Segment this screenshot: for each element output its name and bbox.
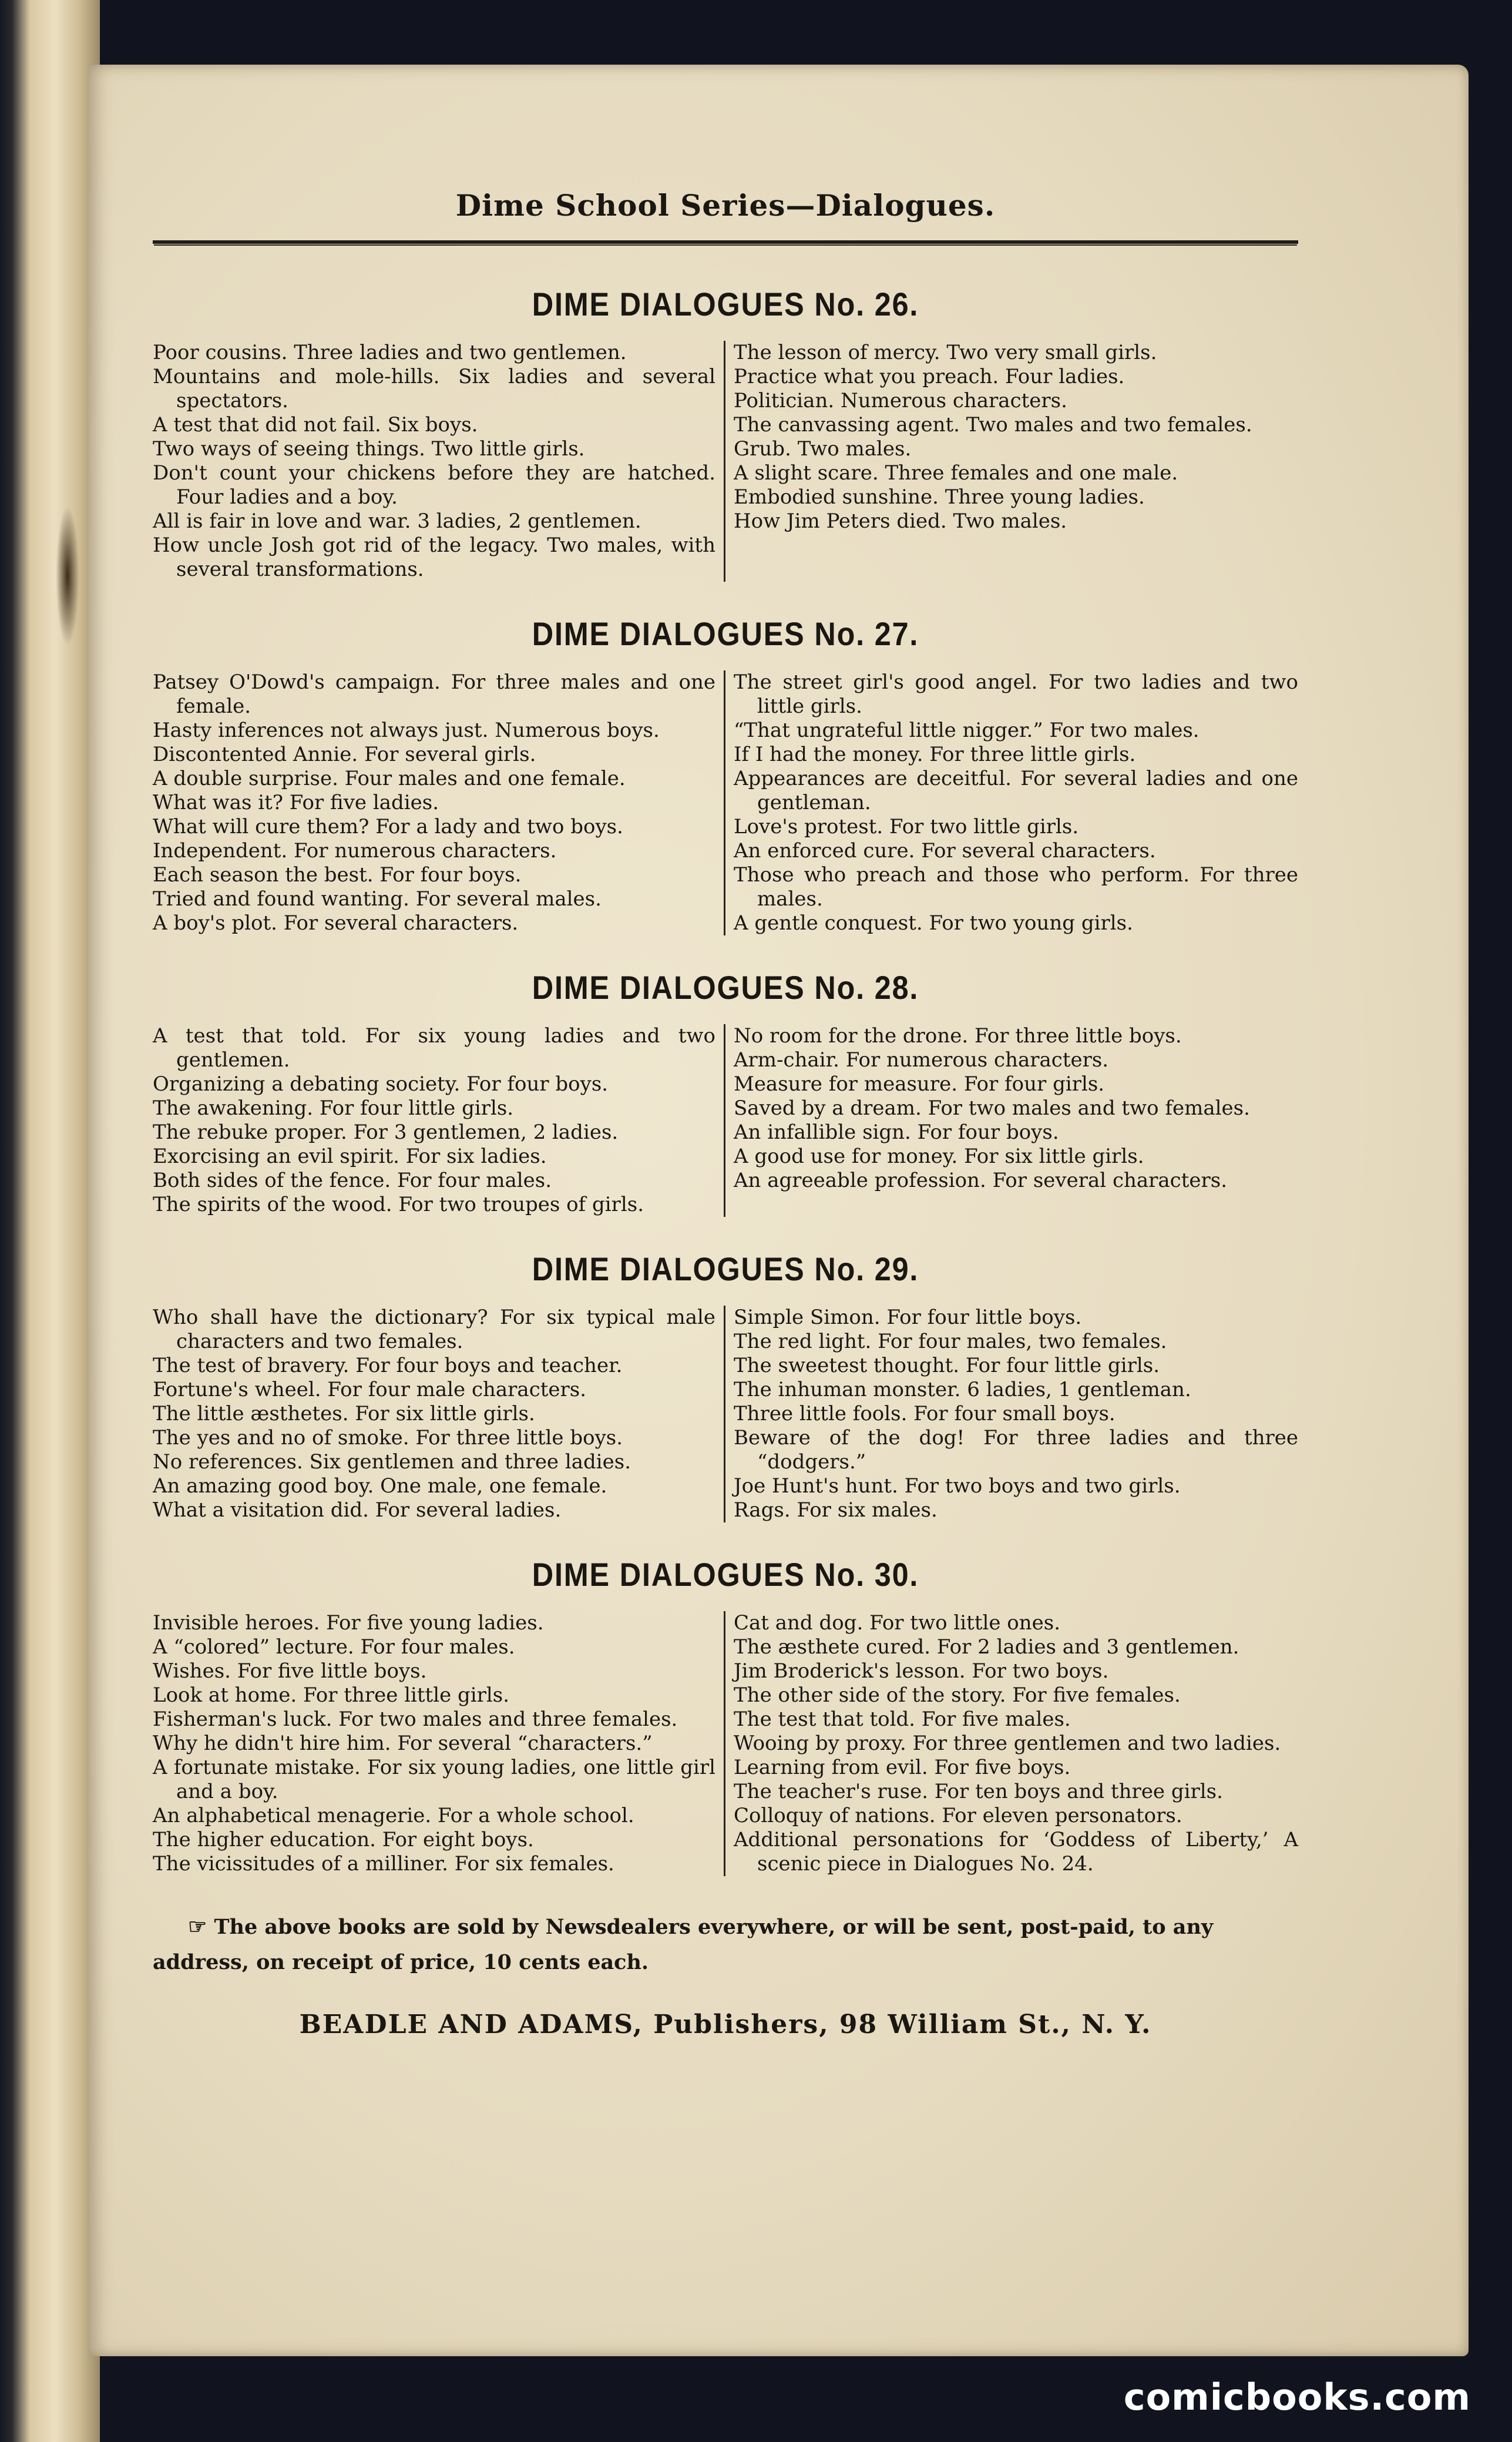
dialogue-entry: Embodied sunshine. Three young ladies. (734, 485, 1145, 509)
dialogue-entry: The canvassing agent. Two males and two females. (734, 413, 1252, 437)
section-title: DIME DIALOGUES No. 30. (532, 1556, 919, 1593)
dialogue-entry: Rags. For six males. (734, 1498, 938, 1522)
dialogue-entry: Patsey O'Dowd's campaign. For three males and one female. (153, 670, 715, 718)
pointing-hand-icon: ☞ (188, 1914, 207, 1939)
dialogue-entry: An alphabetical menagerie. For a whole school. (153, 1804, 634, 1827)
dialogue-entry: A boy's plot. For several characters. (153, 911, 519, 935)
dialogue-section (153, 1250, 1298, 1522)
dialogue-entry: Mountains and mole-hills. Six ladies and several spectators. (153, 365, 715, 412)
dialogue-entry: Grub. Two males. (734, 437, 912, 461)
dialogue-entry: Don't count your chickens before they are hatched. Four ladies and a boy. (153, 461, 715, 509)
left-column (153, 670, 725, 935)
right-column (725, 341, 1298, 582)
dialogue-entry: Colloquy of nations. For eleven personators. (734, 1804, 1182, 1827)
publisher-line: BEADLE AND ADAMS, Publishers, 98 William St., N. Y. (299, 2010, 1152, 2040)
dialogue-entry: The rebuke proper. For 3 gentlemen, 2 ladies. (153, 1121, 619, 1144)
dialogue-entry: An infallible sign. For four boys. (734, 1121, 1059, 1144)
dialogue-entry: Three little fools. For four small boys. (734, 1402, 1115, 1425)
dialogue-entry: Fisherman's luck. For two males and three females. (153, 1708, 678, 1731)
section-columns (153, 1611, 1298, 1876)
dialogue-entry: The inhuman monster. 6 ladies, 1 gentleman. (734, 1378, 1191, 1401)
dialogue-entry: Arm-chair. For numerous characters. (734, 1048, 1109, 1072)
dialogue-entry: Practice what you preach. Four ladies. (734, 365, 1125, 388)
dialogue-entry: Invisible heroes. For five young ladies. (153, 1611, 544, 1635)
footer-note-text: The above books are sold by Newsdealers everywhere, or will be sent, post-paid, to any address, on receipt of price, 10 cents each. (153, 1915, 1214, 1974)
series-title: Dime School Series—Dialogues. (455, 188, 996, 223)
dialogue-entry: Hasty inferences not always just. Numerous boys. (153, 719, 660, 742)
section-columns (153, 341, 1298, 582)
footer-note (153, 1909, 1298, 1980)
dialogue-entry: The awakening. For four little girls. (153, 1096, 514, 1120)
left-column (153, 1611, 725, 1876)
dialogue-entry: Wishes. For five little boys. (153, 1659, 427, 1683)
dialogue-entry: The other side of the story. For five females. (734, 1683, 1181, 1707)
section-title: DIME DIALOGUES No. 29. (532, 1250, 919, 1287)
dialogue-entry: An agreeable profession. For several characters. (734, 1169, 1228, 1192)
dialogue-entry: If I had the money. For three little girls. (734, 743, 1136, 766)
dialogue-entry: Each season the best. For four boys. (153, 863, 522, 887)
right-column (725, 1306, 1298, 1522)
title-rule (153, 240, 1298, 244)
dialogue-entry: A double surprise. Four males and one female. (153, 767, 626, 790)
watermark: comicbooks.com (1123, 2376, 1471, 2418)
dialogue-entry: Joe Hunt's hunt. For two boys and two girls. (734, 1474, 1181, 1498)
dialogue-entry: The street girl's good angel. For two ladies and two little girls. (734, 670, 1298, 718)
dialogue-entry: Learning from evil. For five boys. (734, 1756, 1071, 1779)
left-column (153, 341, 725, 582)
dialogue-entry: The sweetest thought. For four little girls. (734, 1354, 1160, 1377)
dialogue-entry: Organizing a debating society. For four boys. (153, 1072, 609, 1096)
section-columns (153, 670, 1298, 935)
dialogue-entry: The lesson of mercy. Two very small girls. (734, 341, 1157, 364)
dialogue-entry: The little æsthetes. For six little girls. (153, 1402, 535, 1425)
dialogue-entry: Fortune's wheel. For four male characters. (153, 1378, 587, 1401)
dialogue-entry: Simple Simon. For four little boys. (734, 1306, 1082, 1329)
dialogue-entry: Beware of the dog! For three ladies and three “dodgers.” (734, 1426, 1298, 1474)
dialogue-entry: A test that did not fail. Six boys. (153, 413, 478, 437)
dialogue-entry: A test that told. For six young ladies and two gentlemen. (153, 1024, 715, 1072)
dialogue-entry: What will cure them? For a lady and two boys. (153, 815, 623, 838)
dialogue-entry: Exorcising an evil spirit. For six ladies. (153, 1145, 547, 1168)
dialogue-entry: Saved by a dream. For two males and two females. (734, 1096, 1250, 1120)
dialogue-entry: Two ways of seeing things. Two little girls. (153, 437, 585, 461)
dialogue-entry: All is fair in love and war. 3 ladies, 2 gentlemen. (153, 509, 641, 533)
dialogue-section (153, 968, 1298, 1217)
dialogue-entry: The teacher's ruse. For ten boys and three girls. (734, 1780, 1223, 1803)
dialogue-entry: A gentle conquest. For two young girls. (734, 911, 1133, 935)
dialogue-section (153, 1555, 1298, 1876)
dialogue-entry: Both sides of the fence. For four males. (153, 1169, 552, 1192)
dialogue-entry: No room for the drone. For three little boys. (734, 1024, 1182, 1048)
dialogue-entry: Measure for measure. For four girls. (734, 1072, 1105, 1096)
page-content (153, 188, 1298, 2040)
dialogue-entry: Cat and dog. For two little ones. (734, 1611, 1061, 1635)
dialogue-entry: What a visitation did. For several ladies. (153, 1498, 562, 1522)
dialogue-sections (153, 285, 1298, 1876)
dialogue-entry: Poor cousins. Three ladies and two gentlemen. (153, 341, 627, 364)
section-columns (153, 1024, 1298, 1217)
dialogue-entry: Wooing by proxy. For three gentlemen and two ladies. (734, 1732, 1281, 1755)
dialogue-entry: An enforced cure. For several characters. (734, 839, 1156, 863)
dialogue-entry: The red light. For four males, two females. (734, 1330, 1167, 1353)
dialogue-entry: The spirits of the wood. For two troupes of girls. (153, 1193, 644, 1216)
dialogue-section (153, 615, 1298, 935)
section-title: DIME DIALOGUES No. 26. (532, 286, 919, 323)
dialogue-entry: Those who preach and those who perform. For three males. (734, 863, 1298, 911)
dialogue-entry: The test that told. For five males. (734, 1708, 1071, 1731)
dialogue-entry: Jim Broderick's lesson. For two boys. (734, 1659, 1109, 1683)
dialogue-section (153, 285, 1298, 582)
dialogue-entry: A slight scare. Three females and one male. (734, 461, 1178, 485)
dialogue-entry: How uncle Josh got rid of the legacy. Two males, with several transformations. (153, 534, 715, 581)
dialogue-entry: No references. Six gentlemen and three ladies. (153, 1450, 631, 1474)
dialogue-entry: Additional personations for ‘Goddess of Liberty,’ A scenic piece in Dialogues No. 24. (734, 1828, 1298, 1876)
dialogue-entry: The vicissitudes of a milliner. For six females. (153, 1852, 614, 1876)
right-column (725, 670, 1298, 935)
dialogue-entry: Tried and found wanting. For several males. (153, 887, 602, 911)
dialogue-entry: The æsthete cured. For 2 ladies and 3 gentlemen. (734, 1635, 1239, 1659)
dialogue-entry: Love's protest. For two little girls. (734, 815, 1079, 838)
dialogue-entry: What was it? For five ladies. (153, 791, 439, 814)
dialogue-entry: “That ungrateful little nigger.” For two males. (734, 719, 1199, 742)
dialogue-entry: An amazing good boy. One male, one female. (153, 1474, 607, 1498)
left-column (153, 1306, 725, 1522)
right-column (725, 1611, 1298, 1876)
dialogue-entry: Appearances are deceitful. For several ladies and one gentleman. (734, 767, 1298, 814)
dialogue-entry: A “colored” lecture. For four males. (153, 1635, 515, 1659)
dialogue-entry: Who shall have the dictionary? For six typical male characters and two females. (153, 1306, 715, 1353)
left-column (153, 1024, 725, 1217)
right-column (725, 1024, 1298, 1217)
section-title: DIME DIALOGUES No. 28. (532, 969, 919, 1006)
section-columns (153, 1306, 1298, 1522)
dialogue-entry: The test of bravery. For four boys and teacher. (153, 1354, 623, 1377)
dialogue-entry: Independent. For numerous characters. (153, 839, 557, 863)
dialogue-entry: The yes and no of smoke. For three little boys. (153, 1426, 623, 1450)
dialogue-entry: Look at home. For three little girls. (153, 1683, 510, 1707)
dialogue-entry: How Jim Peters died. Two males. (734, 509, 1067, 533)
dialogue-entry: A fortunate mistake. For six young ladies, one little girl and a boy. (153, 1756, 715, 1803)
page-stain (56, 505, 79, 646)
section-title: DIME DIALOGUES No. 27. (532, 615, 919, 652)
dialogue-entry: Why he didn't hire him. For several “characters.” (153, 1732, 653, 1755)
dialogue-entry: Politician. Numerous characters. (734, 389, 1067, 412)
book-spine (0, 0, 100, 2442)
dialogue-entry: Discontented Annie. For several girls. (153, 743, 536, 766)
dialogue-entry: A good use for money. For six little girls. (734, 1145, 1144, 1168)
dialogue-entry: The higher education. For eight boys. (153, 1828, 534, 1851)
